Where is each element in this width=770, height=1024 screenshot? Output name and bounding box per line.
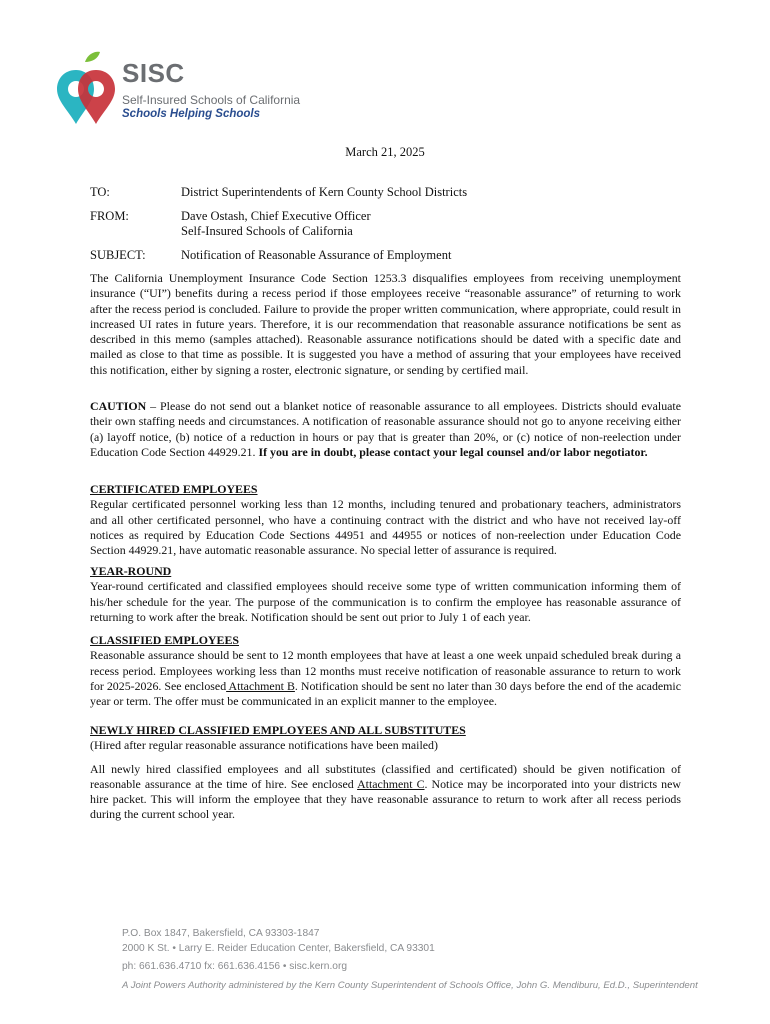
sisc-logo [54, 50, 304, 128]
caution-bold-tail: If you are in doubt, please contact your legal counsel and/or labor negotiator. [258, 444, 648, 459]
classified-section [90, 633, 681, 709]
certificated-heading: CERTIFICATED EMPLOYEES [90, 482, 258, 496]
intro-paragraph: The California Unemployment Insurance Code Section 1253.3 disqualifies employees from receiving unemployment insurance (“UI”) benefits during a recess period if those employees receive “reasonable assurance” of returning to work after the recess period is concluded. Failure to provide the proper written communication, where appropriate, could result in increased UI rates in future years. Therefore, it is our recommendation that reasonable assurance notifications be sent as described in this memo (samples attached). Reasonable assurance notifications should be dated with a specific date and mailed as close to that time as possible. It is suggested you have a method of assuring that your employees have received this notification, either by signing a roster, electronic signature, or sending by certified mail. [90, 271, 681, 377]
to-label: TO: [90, 185, 110, 199]
logo-brand: SISC [122, 58, 185, 88]
certificated-paragraph: Regular certificated personnel working less than 12 months, including tenured and probationary teachers, administrators and all other certificated personnel, who have a continuing contract with the district and who have not received lay-off notices as required by Education Code Sections 44951 and 44955 or notices of non-reelection under Education Code Section 44929.21, have automatic reasonable assurance. No special letter of assurance is required. [90, 497, 681, 558]
newly-hired-text-b: . Notice may be incorporated into your districts new hire packet. This will inform the employee that they have reasonable assurance to return to work after all recess periods during the current school year. [90, 776, 681, 822]
logo-full-name: Self-Insured Schools of California [122, 93, 301, 107]
logo-tagline: Schools Helping Schools [122, 108, 261, 120]
attachment-c-link[interactable]: Attachment C [357, 776, 425, 791]
classified-text-b: . Notification should be sent no later than 30 days before the end of the academic year or term. The offer must be communicated in an explicit manner to the employee. [90, 678, 681, 709]
year-round-paragraph: Year-round certificated and classified employees should receive some type of written communication informing them of his/her schedule for the year. The purpose of the communication is to confirm the employee has reasonable assurance of returning to work after the break. Notification should be sent out prior to July 1 of each year. [90, 579, 681, 624]
classified-paragraph [90, 648, 681, 709]
letterhead-footer [122, 927, 698, 993]
attachment-b-link[interactable]: Attachment B [226, 678, 295, 693]
caution-paragraph [90, 399, 681, 460]
from-label: FROM: [90, 209, 129, 223]
footer-jpa-note: A Joint Powers Authority administered by the Kern County Superintendent of Schools Office, John G. Mendiburu, Ed.D., Superintendent [122, 979, 698, 991]
newly-hired-subheading: (Hired after regular reasonable assurance notifications have been mailed) [90, 738, 438, 753]
subject-label: SUBJECT: [90, 248, 146, 262]
caution-text: – Please do not send out a blanket notice of reasonable assurance to all employees. Districts should evaluate their own staffing needs and circumstances. A notification of reasonable assurance should not go to anyone receiving either (a) layoff notice, (b) notice of a reduction in hours or pay that is greater than 20%, or (c) notice of non-reelection under Education Code Section 44929.21. [90, 399, 681, 459]
newly-hired-section [90, 723, 681, 823]
memo-date: March 21, 2025 [345, 145, 425, 159]
year-round-section [90, 564, 681, 625]
intro-section [90, 271, 681, 378]
year-round-heading: YEAR-ROUND [90, 564, 172, 578]
caution-section [90, 399, 681, 460]
from-org: Self-Insured Schools of California [181, 224, 353, 238]
classified-text-a: Reasonable assurance should be sent to 12 month employees that have at least a one week unpaid scheduled break during a recess period. Employees working less than 12 months must receive notification of reasonable assurance to return to work for 2025-2026. See enclosed [90, 648, 681, 693]
caution-label: CAUTION [90, 399, 147, 413]
footer-contact: ph: 661.636.4710 fx: 661.636.4156 • sisc.kern.org [122, 961, 348, 972]
subject-value: Notification of Reasonable Assurance of Employment [181, 248, 452, 262]
footer-po-box: P.O. Box 1847, Bakersfield, CA 93303-1847 [122, 928, 320, 939]
from-name: Dave Ostash, Chief Executive Officer [181, 209, 371, 223]
classified-heading: CLASSIFIED EMPLOYEES [90, 633, 239, 647]
newly-hired-heading: NEWLY HIRED CLASSIFIED EMPLOYEES AND ALL SUBSTITUTES [90, 723, 466, 737]
sisc-logo-mark-icon [54, 50, 120, 128]
newly-hired-text-a: All newly hired classified employees and all substitutes (classified and certificated) should be given notification of reasonable assurance at the time of hire. See enclosed [90, 761, 681, 791]
certificated-section [90, 482, 681, 558]
to-value: District Superintendents of Kern County School Districts [181, 185, 468, 199]
footer-street-address: 2000 K St. • Larry E. Reider Education Center, Bakersfield, CA 93301 [122, 942, 435, 954]
newly-hired-paragraph [90, 762, 681, 823]
